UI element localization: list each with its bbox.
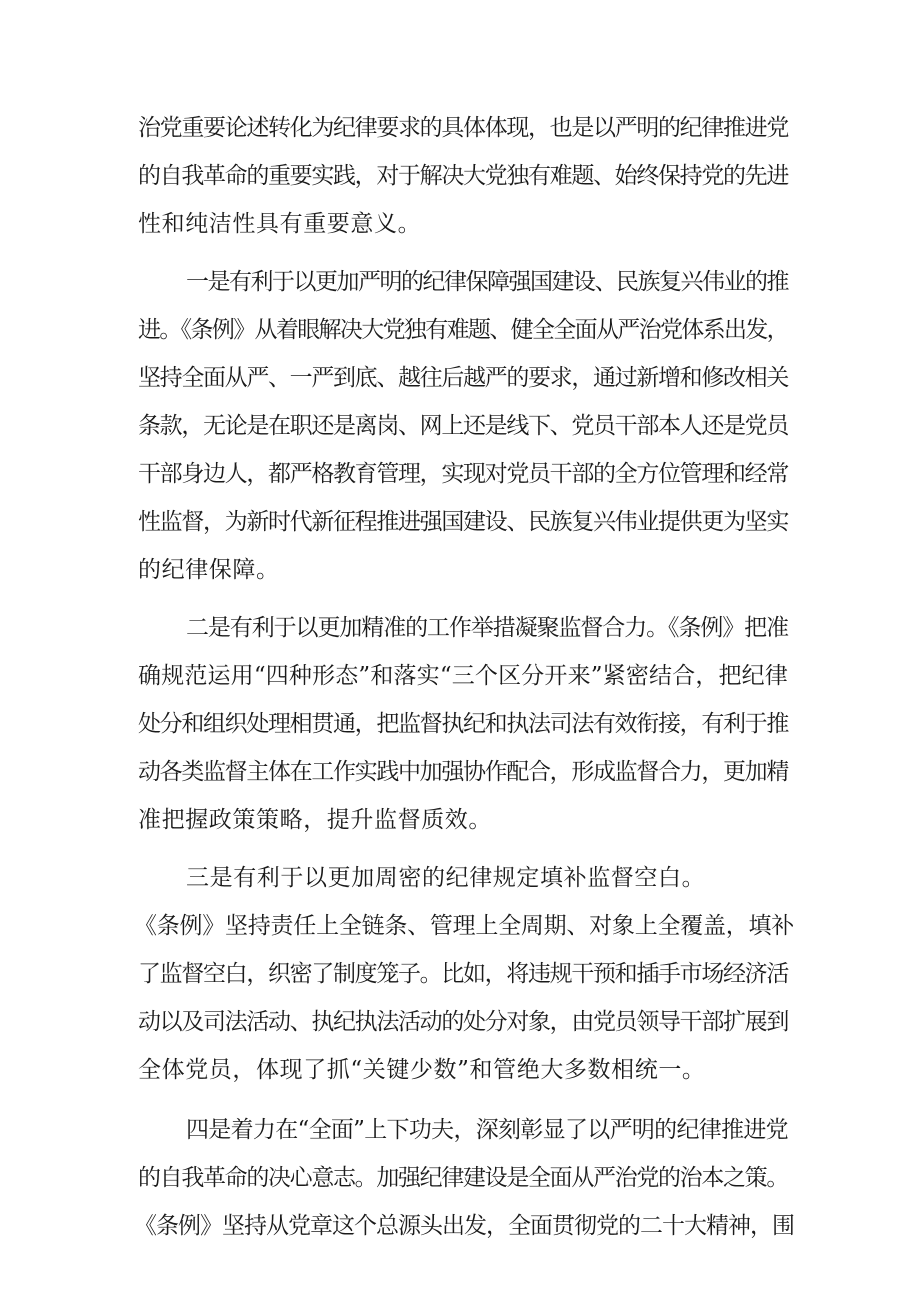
paragraph-4-line-2: 的自我革命的决心意志。加强纪律建设是全面从严治党的治本之策。 [138,1165,789,1191]
paragraph-2-line-5: 准把握政策策略，提升监督质效。 [138,807,492,833]
paragraph-1-line-6: 性监督，为新时代新征程推进强国建设、民族复兴伟业提供更为坚实 [138,509,789,535]
paragraph-0-line-2: 的自我革命的重要实践，对于解决大党独有难题、始终保持党的先进 [138,163,789,189]
paragraph-1-line-3: 坚持全面从严、一严到底、越往后越严的要求，通过新增和修改相关 [138,365,789,391]
paragraph-1-line-2: 进。《条例》从着眼解决大党独有难题、健全全面从严治党体系出发， [138,317,789,343]
paragraph-2-line-4: 动各类监督主体在工作实践中加强协作配合，形成监督合力，更加精 [138,759,789,785]
paragraph-1-line-5: 干部身边人，都严格教育管理，实现对党员干部的全方位管理和经常 [138,461,789,487]
paragraph-3-line-4: 动以及司法活动、执纪执法活动的处分对象，由党员领导干部扩展到 [138,1009,789,1035]
paragraph-3-line-3: 了监督空白，织密了制度笼子。比如，将违规干预和插手市场经济活 [138,961,789,987]
paragraph-1-line-7: 的纪律保障。 [138,557,280,583]
paragraph-4-line-1: 四是着力在“全面”上下功夫，深刻彰显了以严明的纪律推进党 [186,1117,788,1143]
paragraph-1-line-4: 条款，无论是在职还是离岗、网上还是线下、党员干部本人还是党员 [138,413,789,439]
paragraph-4-line-3: 《条例》坚持从党章这个总源头出发，全面贯彻党的二十大精神，围 [134,1213,794,1239]
paragraph-1-line-1: 一是有利于以更加严明的纪律保障强国建设、民族复兴伟业的推 [186,269,788,295]
paragraph-0-line-1: 治党重要论述转化为纪律要求的具体体现，也是以严明的纪律推进党 [138,115,789,141]
paragraph-2-line-1: 二是有利于以更加精准的工作举措凝聚监督合力。《条例》把准 [186,615,789,641]
paragraph-3-line-5: 全体党员，体现了抓“关键少数”和管绝大多数相统一。 [138,1057,706,1083]
paragraph-0-line-3: 性和纯洁性具有重要意义。 [138,211,422,237]
paragraph-2-line-2: 确规范运用“四种形态”和落实“三个区分开来”紧密结合，把纪律 [138,663,788,689]
paragraph-2-line-3: 处分和组织处理相贯通，把监督执纪和执法司法有效衔接，有利于推 [138,711,789,737]
paragraph-3-line-1: 三是有利于以更加周密的纪律规定填补监督空白。 [186,865,706,891]
paragraph-3-line-2: 《条例》坚持责任上全链条、管理上全周期、对象上全覆盖，填补 [134,913,794,939]
